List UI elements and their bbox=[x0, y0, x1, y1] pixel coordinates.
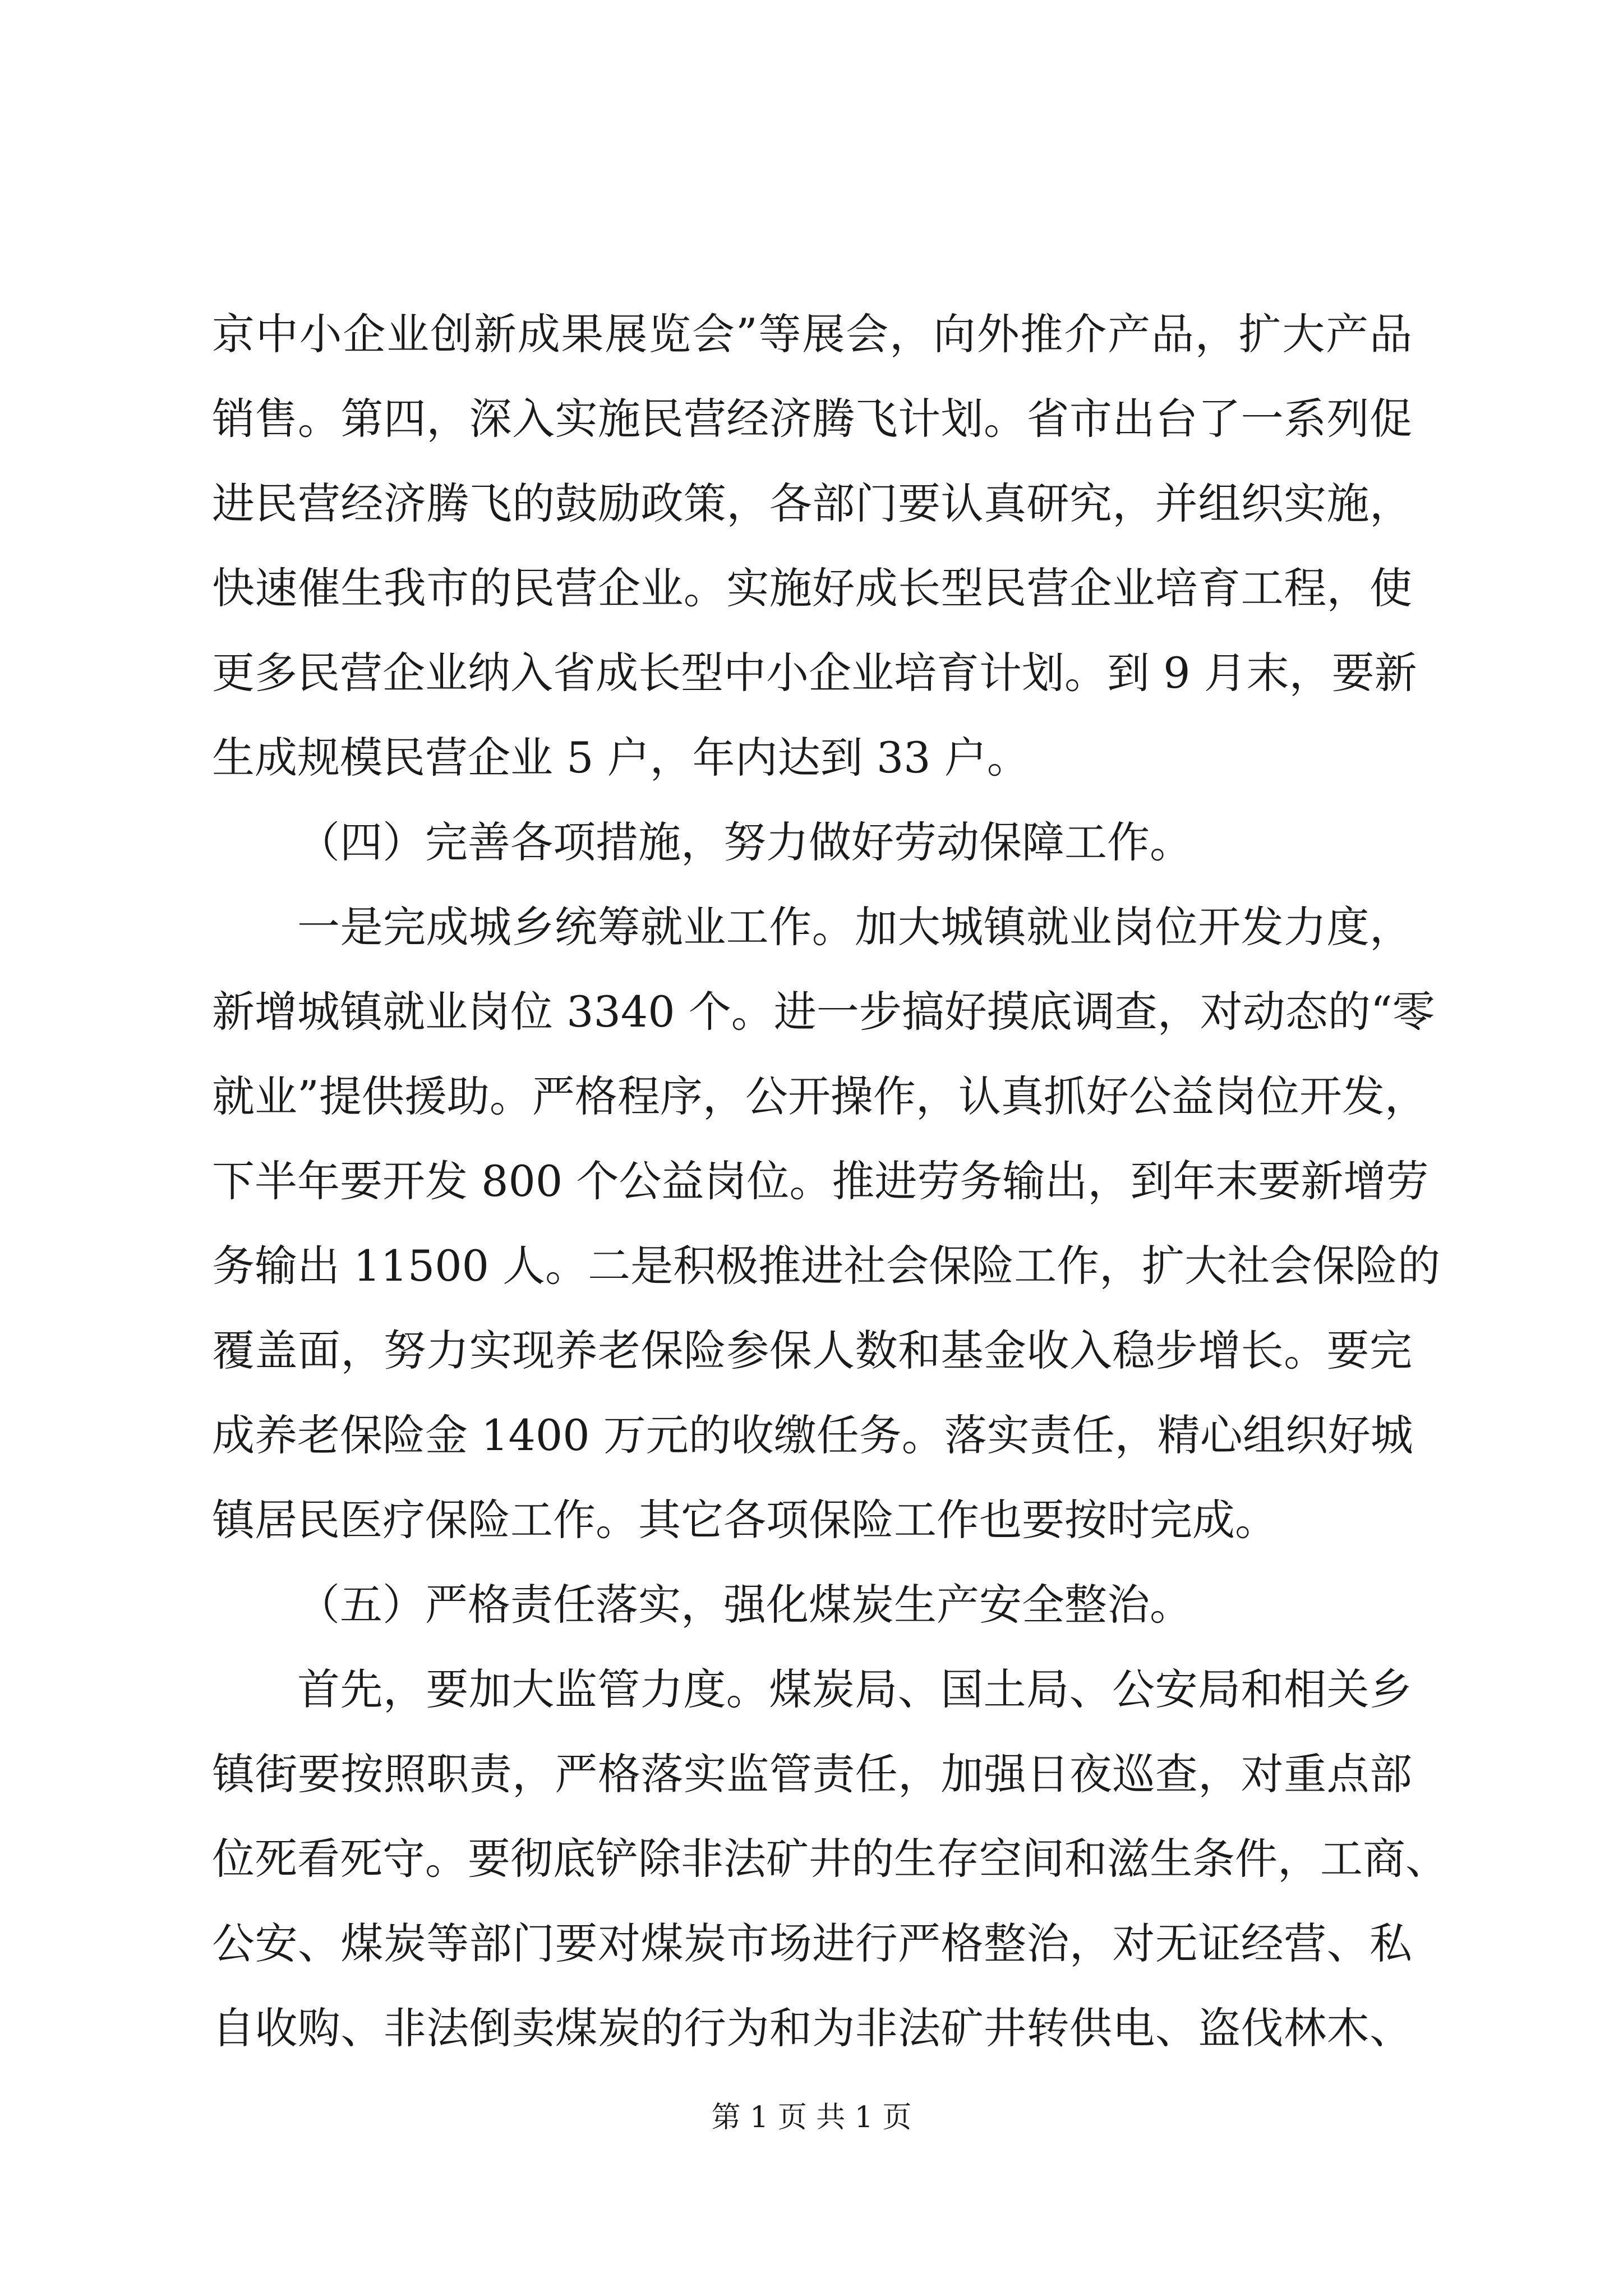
text-line: 成养老保险金 1400 万元的收缴任务。落实责任，精心组织好城 bbox=[212, 1410, 1413, 1460]
text-line: 更多民营企业纳入省成长型中小企业培育计划。到 9 月末，要新 bbox=[212, 648, 1417, 698]
text-line: 公安、煤炭等部门要对煤炭市场进行严格整治，对无证经营、私 bbox=[212, 1918, 1412, 1968]
text-line: 镇街要按照职责，严格落实监管责任，加强日夜巡查，对重点部 bbox=[212, 1749, 1412, 1799]
text-line: 就业”提供援助。严格程序，公开操作，认真抓好公益岗位开发， bbox=[212, 1071, 1427, 1121]
text-line: 快速催生我市的民营企业。实施好成长型民营企业培育工程，使 bbox=[212, 563, 1412, 613]
text-line: 覆盖面，努力实现养老保险参保人数和基金收入稳步增长。要完 bbox=[212, 1326, 1412, 1375]
text-line: 镇居民医疗保险工作。其它各项保险工作也要按时完成。 bbox=[212, 1495, 1278, 1545]
text-line: 新增城镇就业岗位 3340 个。进一步搞好摸底调查，对动态的“零 bbox=[212, 987, 1435, 1037]
text-line: 位死看死守。要彻底铲除非法矿井的生存空间和滋生条件，工商、 bbox=[212, 1834, 1448, 1884]
page-footer: 第 1 页 共 1 页 bbox=[711, 2101, 912, 2134]
text-line: （四）完善各项措施，努力做好劳动保障工作。 bbox=[297, 817, 1192, 867]
text-line: 进民营经济腾飞的鼓励政策，各部门要认真研究，并组织实施， bbox=[212, 478, 1412, 528]
text-line: 一是完成城乡统筹就业工作。加大城镇就业岗位开发力度， bbox=[297, 902, 1412, 952]
text-line: 京中小企业创新成果展览会”等展会，向外推介产品，扩大产品 bbox=[212, 309, 1412, 359]
text-line: 下半年要开发 800 个公益岗位。推进劳务输出，到年末要新增劳 bbox=[212, 1156, 1429, 1206]
text-line: （五）严格责任落实，强化煤炭生产安全整治。 bbox=[297, 1580, 1192, 1630]
text-line: 销售。第四，深入实施民营经济腾飞计划。省市出台了一系列促 bbox=[212, 394, 1412, 444]
document-body bbox=[212, 292, 1448, 2070]
text-line: 首先，要加大监管力度。煤炭局、国土局、公安局和相关乡 bbox=[297, 1664, 1412, 1714]
text-line: 自收购、非法倒卖煤炭的行为和为非法矿井转供电、盗伐林木、 bbox=[212, 2003, 1412, 2053]
text-line: 务输出 11500 人。二是积极推进社会保险工作，扩大社会保险的 bbox=[212, 1241, 1441, 1291]
text-line: 生成规模民营企业 5 户，年内达到 33 户。 bbox=[212, 733, 1030, 783]
